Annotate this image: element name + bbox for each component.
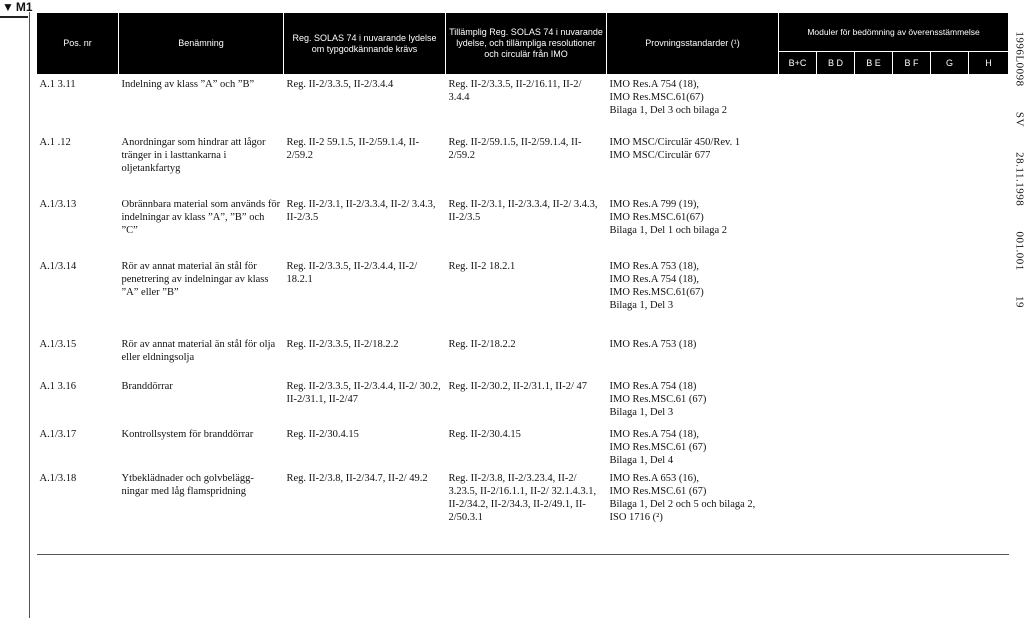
cell-module <box>779 425 817 469</box>
standard-line: Bilaga 1, Del 4 <box>609 454 674 466</box>
doc-number: 1996L0098 <box>1014 31 1026 87</box>
cell-module <box>969 377 1009 425</box>
cell-reg-required: Reg. II-2/3.1, II-2/3.3.4, II-2/ 3.4.3, II-2/3.5 <box>286 198 436 223</box>
cell-name: Rör av annat material än stål för penetrering av indelningar av klass ”A” eller ”B” <box>121 260 269 298</box>
cell-module <box>931 195 969 257</box>
header-standards: Provningsstandarder (¹) <box>607 13 779 75</box>
standard-line: IMO MSC/Circulär 677 <box>609 149 711 161</box>
cell-module <box>931 257 969 335</box>
cell-pos: A.1/3.15 <box>39 338 77 350</box>
table-row <box>37 257 1009 335</box>
header-name: Benämning <box>119 13 284 75</box>
cell-module <box>969 133 1009 195</box>
cell-module <box>893 335 931 377</box>
cell-pos: A.1/3.18 <box>37 469 119 555</box>
cell-reg-applicable: Reg. II-2/3.3.5, II-2/16.11, II-2/ 3.4.4 <box>448 79 582 103</box>
cell-module <box>855 75 893 133</box>
cell-module <box>893 195 931 257</box>
table-row <box>37 195 1009 257</box>
cell-module <box>817 377 855 425</box>
cell-module <box>779 469 817 555</box>
module-code: B D <box>817 52 855 75</box>
table-row <box>37 133 1009 195</box>
cell-pos: A.1 .12 <box>39 136 71 148</box>
cell-pos: A.1/3.17 <box>39 428 77 440</box>
cell-module <box>931 133 969 195</box>
doc-version: 001.001 <box>1014 231 1026 271</box>
standard-line: Bilaga 1, Del 3 <box>609 299 674 311</box>
cell-reg-applicable: Reg. II-2/30.2, II-2/31.1, II-2/ 47 <box>448 380 588 392</box>
cell-reg-required: Reg. II-2 59.1.5, II-2/59.1.4, II-2/59.2 <box>286 136 420 161</box>
cell-reg-required: Reg. II-2/3.3.5, II-2/3.4.4, II-2/ 18.2.1 <box>286 260 418 285</box>
cell-module <box>931 469 969 555</box>
cell-reg-applicable: Reg. II-2 18.2.1 <box>448 260 516 272</box>
header-reg-applicable: Tillämplig Reg. SOLAS 74 i nuvarande lydelse, och tillämpliga resolutioner och circulär från IMO <box>446 13 607 75</box>
equipment-table <box>36 12 1009 555</box>
cell-module <box>855 469 893 555</box>
cell-pos: A.1/3.14 <box>39 260 77 272</box>
standard-line: IMO Res.MSC.61 (67) <box>609 485 707 497</box>
table-row <box>37 377 1009 425</box>
standard-line: IMO Res.A 799 (19), <box>609 198 700 210</box>
cell-name: Indelning av klass ”A” och ”B” <box>121 79 255 90</box>
standard-line: IMO MSC/Circulär 450/Rev. 1 <box>609 136 741 148</box>
cell-module <box>779 75 817 133</box>
cell-module <box>893 257 931 335</box>
standard-line: Bilaga 1, Del 3 och bilaga 2 <box>609 105 728 116</box>
cell-module <box>817 133 855 195</box>
cell-module <box>893 133 931 195</box>
cell-module <box>855 425 893 469</box>
cell-module <box>779 335 817 377</box>
standard-line: IMO Res.A 653 (16), <box>609 472 700 484</box>
header-pos: Pos. nr <box>37 13 119 75</box>
cell-standards <box>607 377 779 425</box>
cell-reg-applicable: Reg. II-2/3.8, II-2/3.23.4, II-2/ 3.23.5, II-2/16.1.1, II-2/ 32.1.4.3.1, II-2/34.2, II-2/34.3, II-2/49.1, II-2/50.3.1 <box>446 469 607 555</box>
cell-name: Kontrollsystem för branddörrar <box>121 428 254 440</box>
cell-name: Obrännbara material som används för indelningar av klass ”A”, ”B” och ”C” <box>121 198 281 236</box>
table-row <box>37 425 1009 469</box>
cell-module <box>817 335 855 377</box>
cell-module <box>817 195 855 257</box>
cell-module <box>969 195 1009 257</box>
cell-pos: A.1/3.13 <box>39 198 77 210</box>
cell-module <box>855 257 893 335</box>
cell-module <box>969 257 1009 335</box>
cell-reg-applicable: Reg. II-2/18.2.2 <box>448 338 516 350</box>
module-code: G <box>931 52 969 75</box>
cell-standards <box>607 469 779 555</box>
cell-module <box>893 425 931 469</box>
standard-line: IMO Res.A 754 (18), <box>609 273 700 285</box>
cell-reg-required: Reg. II-2/3.3.5, II-2/3.4.4, II-2/ 30.2, II-2/31.1, II-2/47 <box>286 380 441 405</box>
cell-module <box>779 195 817 257</box>
cell-module <box>779 377 817 425</box>
cell-standards <box>607 335 779 377</box>
cell-standards <box>607 425 779 469</box>
cell-module <box>817 425 855 469</box>
cell-name: Anordningar som hindrar att lågor tränger in i lasttankarna i oljetankfartyg <box>121 136 266 174</box>
cell-module <box>855 335 893 377</box>
cell-reg-required: Reg. II-2/3.8, II-2/34.7, II-2/ 49.2 <box>284 469 446 555</box>
cell-reg-applicable: Reg. II-2/3.1, II-2/3.3.4, II-2/ 3.4.3, II-2/3.5 <box>448 198 598 223</box>
page-footer-vertical <box>1014 31 1026 330</box>
cell-module <box>931 425 969 469</box>
doc-date: 28.11.1998 <box>1014 152 1026 207</box>
cell-name: Ytbeklädnader och golvbelägg-ningar med låg flamspridning <box>119 469 284 555</box>
cell-reg-applicable: Reg. II-2/59.1.5, II-2/59.1.4, II-2/59.2 <box>448 136 582 161</box>
amendment-marker: ▼ M1 <box>2 0 33 14</box>
standard-line: IMO Res.MSC.61(67) <box>609 211 704 223</box>
standard-line: IMO Res.MSC.61(67) <box>609 286 704 298</box>
cell-standards <box>607 75 779 133</box>
cell-module <box>893 377 931 425</box>
standard-line: Bilaga 1, Del 1 och bilaga 2 <box>609 224 728 236</box>
cell-module <box>969 469 1009 555</box>
table-row <box>37 469 1009 555</box>
standard-line: Bilaga 1, Del 2 och 5 och bilaga 2, <box>609 498 756 510</box>
cell-standards <box>607 133 779 195</box>
cell-reg-required: Reg. II-2/3.3.5, II-2/3.4.4 <box>286 79 394 90</box>
cell-name: Rör av annat material än stål för olja eller eldningsolja <box>121 338 276 363</box>
standard-line: IMO Res.MSC.61(67) <box>609 92 704 103</box>
cell-module <box>931 75 969 133</box>
cell-reg-applicable: Reg. II-2/30.4.15 <box>448 428 521 440</box>
marker-rule <box>0 16 28 18</box>
cell-module <box>893 469 931 555</box>
cell-standards <box>607 257 779 335</box>
cell-module <box>931 335 969 377</box>
cell-module <box>817 75 855 133</box>
cell-reg-required: Reg. II-2/3.3.5, II-2/18.2.2 <box>286 338 399 350</box>
page-number: 19 <box>1014 296 1026 308</box>
header-reg-required: Reg. SOLAS 74 i nuvarande lydelse om typgodkännande krävs <box>284 13 446 75</box>
header-modules: Moduler för bedömning av överensstämmelse <box>779 13 1009 52</box>
cell-module <box>779 257 817 335</box>
module-code: H <box>969 52 1009 75</box>
doc-language: SV <box>1014 111 1026 127</box>
table-row <box>37 335 1009 377</box>
standard-line: IMO Res.MSC.61 (67) <box>609 441 707 453</box>
cell-module <box>969 75 1009 133</box>
margin-rule <box>29 12 30 618</box>
table-row <box>37 75 1009 133</box>
cell-module <box>817 469 855 555</box>
cell-module <box>893 75 931 133</box>
cell-module <box>855 195 893 257</box>
cell-module <box>817 257 855 335</box>
amendment-label: M1 <box>15 0 33 14</box>
cell-module <box>855 377 893 425</box>
standard-line: IMO Res.MSC.61 (67) <box>609 393 707 405</box>
standard-line: IMO Res.A 753 (18) <box>609 338 697 350</box>
cell-module <box>855 133 893 195</box>
cell-module <box>969 335 1009 377</box>
cell-standards <box>607 195 779 257</box>
standard-line: IMO Res.A 754 (18) <box>609 380 697 392</box>
standard-line: IMO Res.A 754 (18), <box>609 79 700 90</box>
standard-line: ISO 1716 (²) <box>609 511 663 523</box>
cell-module <box>969 425 1009 469</box>
standard-line: IMO Res.A 754 (18), <box>609 428 700 440</box>
cell-pos: A.1 3.11 <box>39 79 76 90</box>
standard-line: Bilaga 1, Del 3 <box>609 406 674 418</box>
cell-pos: A.1 3.16 <box>39 380 76 392</box>
module-code: B F <box>893 52 931 75</box>
cell-name: Branddörrar <box>121 380 173 392</box>
module-code: B E <box>855 52 893 75</box>
cell-module <box>931 377 969 425</box>
standard-line: IMO Res.A 753 (18), <box>609 260 700 272</box>
module-code: B+C <box>779 52 817 75</box>
cell-module <box>779 133 817 195</box>
cell-reg-required: Reg. II-2/30.4.15 <box>286 428 359 440</box>
